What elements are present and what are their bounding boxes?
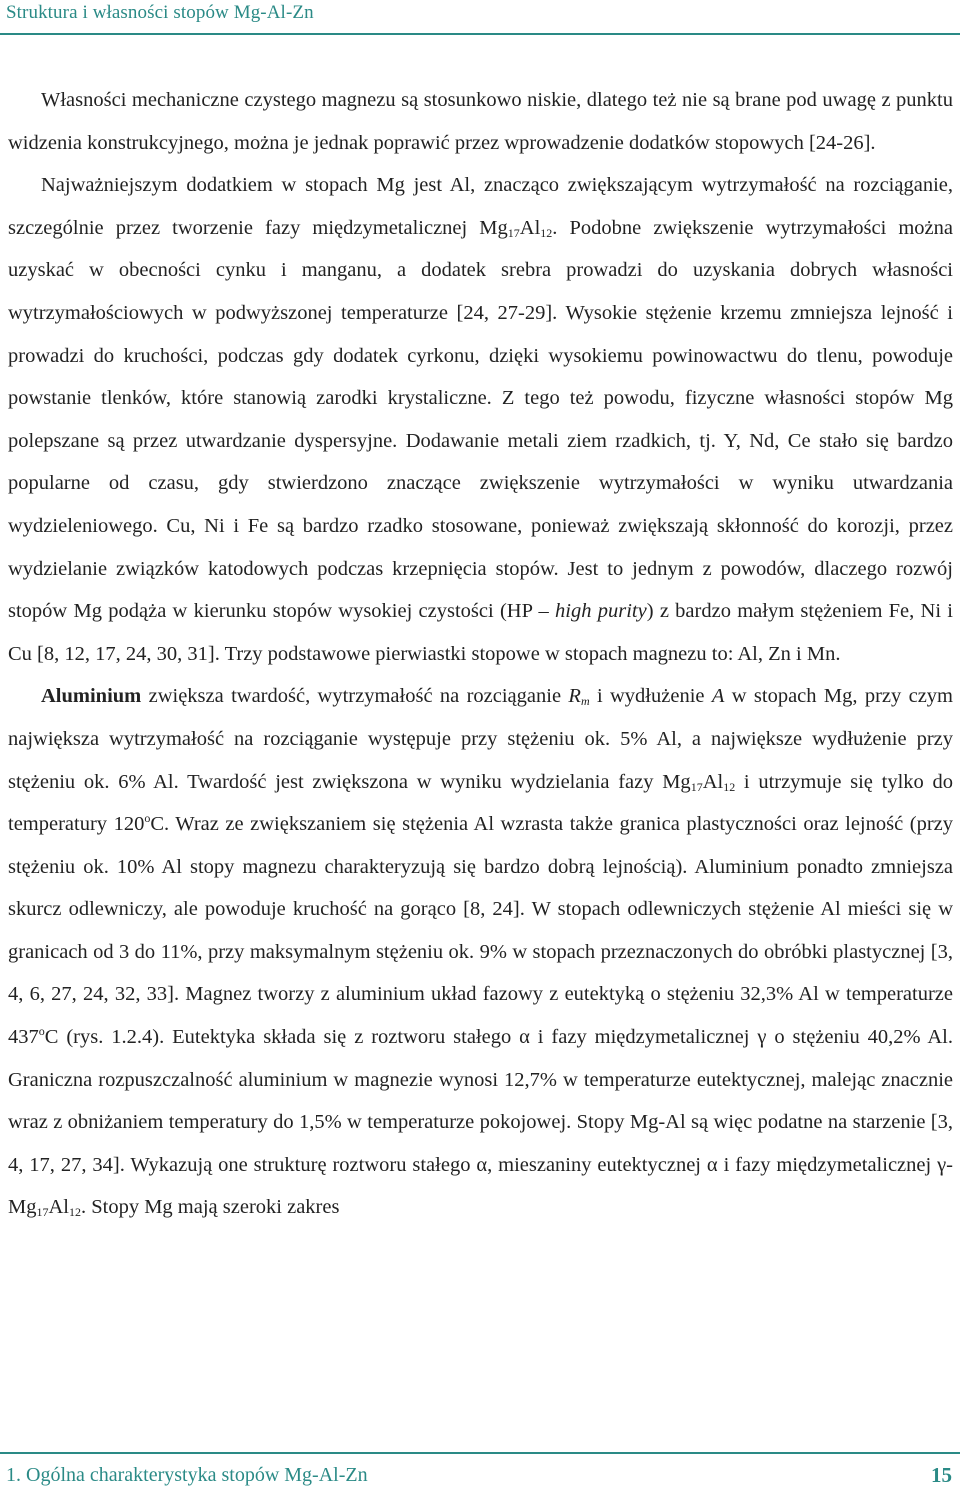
paragraph-3-text-5: i utrzymuje się tylko do temperatury 120 — [8, 770, 953, 836]
footer-chapter-title: 1. Ogólna charakterystyka stopów Mg-Al-Zn — [6, 1464, 368, 1486]
paragraph-3 — [8, 675, 953, 1229]
superscript: o — [144, 811, 151, 826]
paragraph-3-text-3: w stopach Mg, przy czym największa wytrzymałość na rozciąganie występuje przy stężeniu ok. 5% Al, a największe wydłużenie przy stężeniu ok. 6% Al. Twardość jest zwiększona w wyniku wydzielania fazy Mg — [8, 685, 953, 793]
subscript: 17 — [507, 225, 520, 240]
subscript: m — [580, 694, 590, 709]
italic-term: high purity — [555, 600, 647, 623]
paragraph-2-text-1: Najważniejszym dodatkiem w stopach Mg jest Al, znacząco zwiększającym wytrzymałość na rozciąganie, szczególnie przez tworzenie fazy międzymetalicznej Mg — [8, 174, 953, 239]
italic-symbol: A — [711, 685, 725, 708]
running-header-title: Struktura i własności stopów Mg-Al-Zn — [6, 2, 314, 23]
paragraph-2-text-2: Al — [519, 216, 541, 239]
subscript: 17 — [690, 779, 703, 794]
paragraph-1-text: Własności mechaniczne czystego magnezu są stosunkowo niskie, dlatego też nie są brane pod uwagę z punktu widzenia konstrukcyjnego, można je jednak poprawić przez wprowadzenie dodatków stopowych [24-26]. — [8, 89, 953, 154]
paragraph-3-text-1: zwiększa twardość, wytrzymałość na rozciąganie — [141, 685, 569, 708]
paragraph-3-text-6: C. Wraz ze zwiększaniem się stężenia Al wzrasta także granica plastyczności oraz lejność (przy stężeniu ok. 10% Al stopy magnezu charakteryzują się bardzo dobrą lejnością). Aluminium ponadto zmniejsza skurcz odlewniczy, ale powoduje kruchość na gorąco [8, 24]. W stopach odlewniczych stężenie Al mieści się w granicach od 3 do 11%, przy maksymalnym stężeniu ok. 9% w stopach przeznaczonych do obróbki plastycznej [3, 4, 6, 27, 24, 32, 33]. Magnez tworzy z aluminium układ fazowy z eutektyką o stężeniu 32,3% Al w temperaturze 437 — [8, 813, 953, 1049]
paragraph-2-text-4: ) z bardzo małym stężeniem Fe, Ni i Cu [8, 12, 17, 24, 30, 31]. Trzy podstawowe pierwiastki stopowe w stopach magnezu to: Al, Zn i Mn. — [8, 600, 954, 665]
paragraph-3-text-8: Al — [48, 1196, 69, 1219]
paragraph-2 — [8, 164, 953, 675]
paragraph-3-text-4: Al — [702, 770, 724, 793]
footer-divider — [0, 1452, 960, 1454]
paragraph-3-text-9: . Stopy Mg mają szeroki zakres — [80, 1196, 340, 1219]
paragraph-3-text-7: C (rys. 1.2.4). Eutektyka składa się z roztworu stałego α i fazy międzymetalicznej γ o stężeniu 40,2% Al. Graniczna rozpuszczalność aluminium w magnezie wynosi 12,7% w temperaturze eutektycznej, malejąc znacznie wraz z obniżaniem temperatury do 1,5% w temperaturze pokojowej. Stopy Mg-Al są więc podatne na starzenie [3, 4, 17, 27, 34]. Wykazują one strukturę roztworu stałego α, mieszaniny eutektycznej α i fazy międzymetalicznej γ-Mg — [8, 1026, 953, 1219]
subscript: 17 — [36, 1205, 49, 1220]
subscript: 12 — [540, 225, 553, 240]
italic-symbol: R — [568, 685, 581, 708]
superscript: o — [38, 1024, 45, 1039]
subscript: 12 — [723, 779, 736, 794]
page-number: 15 — [931, 1463, 952, 1487]
subscript: 12 — [68, 1205, 81, 1220]
paragraph-3-text-2: i wydłużenie — [589, 685, 712, 708]
page-body — [8, 79, 953, 1229]
header-divider — [0, 33, 960, 35]
paragraph-1 — [8, 79, 953, 164]
bold-term-aluminium: Aluminium — [41, 685, 142, 708]
paragraph-2-text-3: . Podobne zwiększenie wytrzymałości można uzyskać w obecności cynku i manganu, a dodatek srebra prowadzi do uzyskania dobrych własności wytrzymałościowych w podwyższonej temperaturze [24, 27-29]. Wysokie stężenie krzemu zmniejsza lejność i prowadzi do kruchości, podczas gdy dodatek cyrkonu, dzięki wysokiemu powinowactwu do tlenu, powoduje powstanie tlenków, które stanowią zarodki krystaliczne. Z tego też powodu, fizyczne własności stopów Mg polepszane są przez utwardzanie dyspersyjne. Dodawanie metali ziem rzadkich, tj. Y, Nd, Ce stało się bardzo popularne od czasu, gdy stwierdzono znaczące zwiększenie wytrzymałości w wyniku utwardzania wydzieleniowego. Cu, Ni i Fe są bardzo rzadko stosowane, ponieważ zwiększają skłonność do korozji, przez wydzielanie związków katodowych podczas krzepnięcia stopów. Jest to jednym z powodów, dlaczego rozwój stopów Mg podąża w kierunku stopów wysokiej czystości (HP – — [8, 216, 954, 623]
